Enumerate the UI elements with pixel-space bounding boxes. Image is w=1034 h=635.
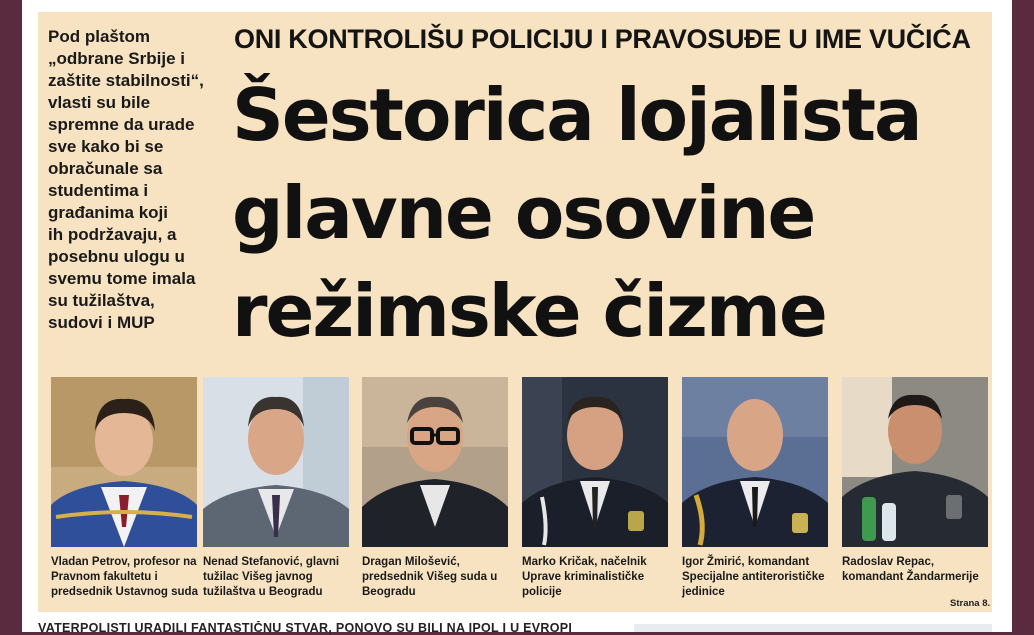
portrait-photo-5: [682, 377, 828, 547]
headline-line-1: Šestorica lojalista: [232, 73, 921, 157]
portrait-photo-1: [51, 377, 197, 547]
portrait-photo-3: [362, 377, 508, 547]
portrait-photo-6: [842, 377, 988, 547]
portrait-caption-2: Nenad Stefanović, glavni tužilac Višeg javnog tužilaštva u Beogradu: [203, 556, 340, 598]
kicker-headline: ONI KONTROLIŠU POLICIJU I PRAVOSUĐE U IME VUČIĆA: [234, 24, 971, 54]
next-story-headline: VATERPOLISTI URADILI FANTASTIČNU STVAR, PONOVO SU BILI NA IPOL I U EVROPI: [38, 621, 573, 635]
portrait-caption-5: Igor Žmirić, komandant Specijalne antiterorističke jedinice: [682, 556, 825, 598]
lede-text: Pod plaštom „odbrane Srbije i zaštite stabilnosti“, vlasti su bile spremne da urade sve kako bi se obračunale sa studentima i građanima koji ih podržavaju, a posebnu ulogu u svemu tome imala su tužilaštva, sudovi i MUP: [48, 27, 204, 332]
portrait-caption-6: Radoslav Repac, komandant Žandarmerije: [842, 556, 979, 583]
page-reference: Strana 8.: [950, 598, 991, 609]
portrait-caption-1: Vladan Petrov, profesor na Pravnom fakultetu i predsednik Ustavnog suda: [51, 556, 198, 598]
portrait-photo-2: [203, 377, 349, 547]
portrait-photo-4: [522, 377, 668, 547]
headline-line-2: glavne osovine: [232, 171, 815, 255]
portrait-caption-4: Marko Kričak, načelnik Uprave kriminalističke policije: [522, 556, 647, 598]
portrait-caption-3: Dragan Milošević, predsednik Višeg suda u Beogradu: [362, 556, 498, 598]
headline-line-3: režimske čizme: [232, 269, 826, 353]
main-headline: [232, 66, 1002, 360]
bottom-box: [634, 624, 992, 632]
